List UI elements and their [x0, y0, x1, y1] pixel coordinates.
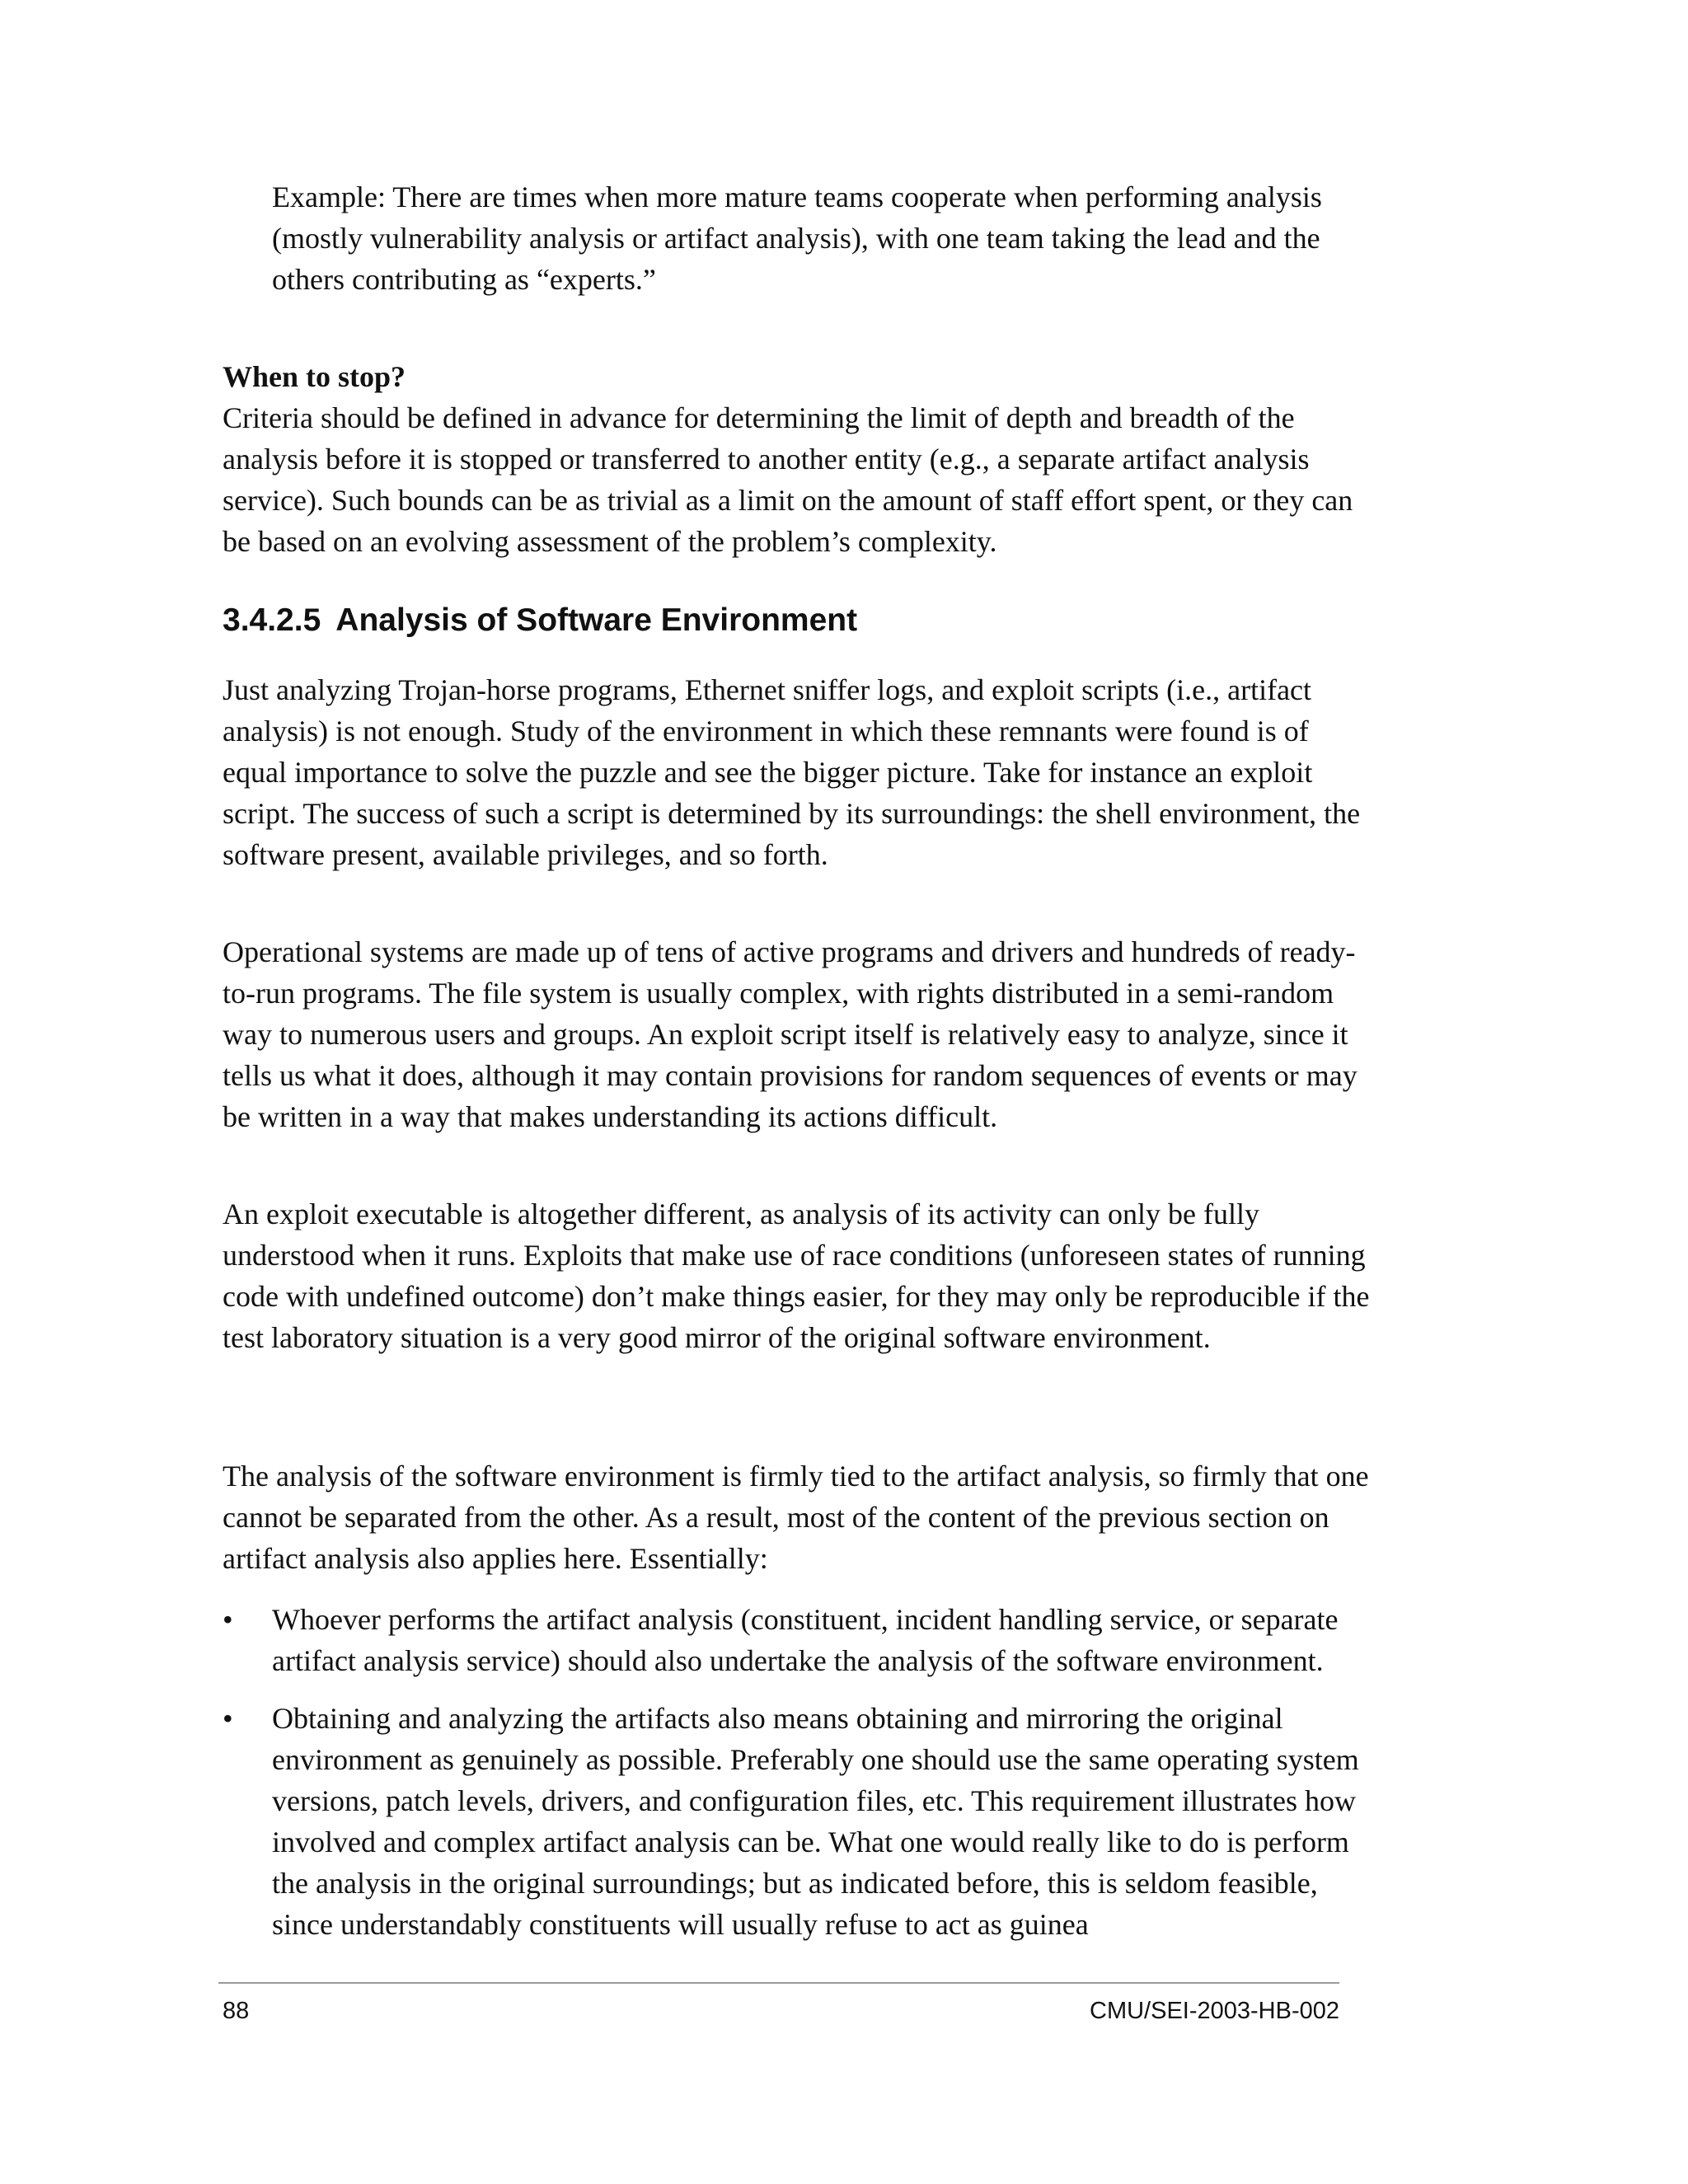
bullet-text: Whoever performs the artifact analysis (constituent, incident handling service, or separate artifact analysis service) should also undertake the analysis of the software environment.: [272, 1603, 1339, 1677]
section-paragraph-2: Operational systems are made up of tens of active programs and drivers and hundreds of ready-to-run programs. The file system is usually complex, with rights distributed in a semi-random way to numerous users and groups. An exploit script itself is relatively easy to analyze, since it tells us what it does, although it may contain provisions for random sequences of events or may be written in a way that makes understanding its actions difficult.: [223, 935, 1357, 1133]
example-paragraph: Example: There are times when more mature teams cooperate when performing analysis (mostly vulnerability analysis or artifact analysis), with one team taking the lead and the others contributing as “experts.”: [272, 180, 1322, 296]
bullet-icon: •: [223, 1603, 233, 1636]
document-id: CMU/SEI-2003-HB-002: [1090, 1998, 1339, 2024]
page-number: 88: [223, 1998, 250, 2024]
footer-divider: [218, 1982, 1339, 1984]
list-item: [223, 1599, 1376, 1681]
section-paragraph-1: Just analyzing Trojan-horse programs, Ethernet sniffer logs, and exploit scripts (i.e., artifact analysis) is not enough. Study of the environment in which these remnants were found is of equal importance to solve the puzzle and see the bigger picture. Take for instance an exploit script. The success of such a script is determined by its surroundings: the shell environment, the software present, available privileges, and so forth.: [223, 673, 1361, 871]
section-title: Analysis of Software Environment: [335, 602, 858, 638]
section-paragraph-4: The analysis of the software environment is firmly tied to the artifact analysis, so firmly that one cannot be separated from the other. As a result, most of the content of the previous section on artifact analysis also applies here. Essentially:: [223, 1460, 1369, 1575]
bullet-text: Obtaining and analyzing the artifacts also means obtaining and mirroring the original environment as genuinely as possible. Preferably one should use the same operating system versions, patch levels, drivers, and configuration files, etc. This requirement illustrates how involved and complex artifact analysis can be. What one would really like to do is perform the analysis in the original surroundings; but as indicated before, this is seldom feasible, since understandably constituents will usually refuse to act as guinea: [272, 1702, 1359, 1941]
when-to-stop-paragraph: Criteria should be defined in advance for determining the limit of depth and breadth of the analysis before it is stopped or transferred to another entity (e.g., a separate artifact analysis service). Such bounds can be as trivial as a limit on the amount of staff effort spent, or they can be based on an evolving assessment of the problem’s complexity.: [223, 401, 1353, 558]
bullet-list-item-1: [223, 1599, 1376, 1681]
section-number: 3.4.2.5: [223, 602, 321, 638]
when-to-stop-heading: When to stop?: [223, 360, 406, 393]
bullet-icon: •: [223, 1702, 233, 1735]
list-item: [223, 1698, 1376, 1945]
section-heading: [223, 600, 857, 641]
bullet-list-item-2: [223, 1698, 1376, 1945]
section-paragraph-3: An exploit executable is altogether different, as analysis of its activity can only be fully understood when it runs. Exploits that make use of race conditions (unforeseen states of running code with undefined outcome) don’t make things easier, for they may only be reproducible if the test laboratory situation is a very good mirror of the original software environment.: [223, 1197, 1370, 1354]
